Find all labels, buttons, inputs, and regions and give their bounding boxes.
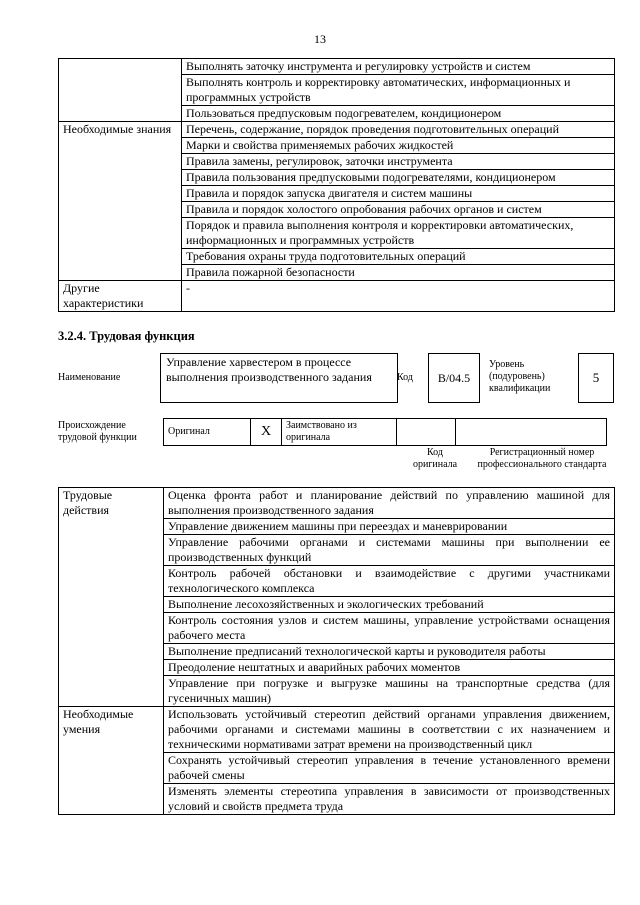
main-table-row-item: Выполнение лесохозяйственных и экологических требований [164,597,615,613]
origin-original-label: Оригинал [168,426,210,437]
top-table-row-item: Марки и свойства применяемых рабочих жидкостей [182,138,615,154]
qualification-level-box: 5 [578,353,614,403]
table-row [59,488,615,519]
main-table-row-item: Управление движением машины при переездах и маневрировании [164,519,615,535]
page-number: 13 [314,32,326,46]
top-table-row-item: Правила пользования предпусковыми подогревателями, кондиционером [182,170,615,186]
main-table-row-item: Выполнение предписаний технологической карты и руководителя работы [164,644,615,660]
top-table-row-item: Требования охраны труда подготовительных операций [182,249,615,265]
top-table-row-item: Пользоваться предпусковым подогревателем, кондиционером [182,106,615,122]
top-table-row-item: Правила и порядок холостого опробования рабочих органов и систем [182,202,615,218]
function-name-box: Управление харвестером в процессе выполнения производственного задания [160,353,398,403]
top-table-row-label: Другие характеристики [59,281,182,312]
origin-reg-cell [456,419,607,446]
main-table-row-item: Управление рабочими органами и системами машины при выполнении ее производственных функций [164,535,615,566]
origin-original-cell [164,419,251,446]
main-table-row-label: Трудовые действия [59,488,164,707]
reg-caption: Регистрационный номер профессионального стандарта [477,447,607,470]
table-row [59,122,615,138]
main-table-row-item: Контроль рабочей обстановки и взаимодействие с другими участниками технологического комплекса [164,566,615,597]
top-table-row-label: Необходимые знания [59,122,182,281]
origin-label: Происхождение трудовой функции [58,420,137,443]
main-function-table [58,487,615,815]
main-table-row-item: Контроль состояния узлов и систем машины, управление устройствами оснащения рабочего места [164,613,615,644]
origin-borrowed-label: Заимствовано из оригинала [286,420,357,443]
table-row [59,281,615,312]
function-code-box: В/04.5 [428,353,480,403]
code-caption: Код оригинала [412,447,458,470]
top-table-row-item: Выполнять контроль и корректировку автоматических, информационных и программных устройств [182,75,615,106]
table-row [59,707,615,753]
section-heading: 3.2.4. Трудовая функция [58,329,195,343]
top-table-row-item: Перечень, содержание, порядок проведения подготовительных операций [182,122,615,138]
main-table-row-item: Преодоление нештатных и аварийных рабочих моментов [164,660,615,676]
name-label: Наименование [58,372,121,383]
origin-mark: X [260,424,272,439]
code-label: Код [397,372,413,383]
top-table-row-item: Правила замены, регулировок, заточки инструмента [182,154,615,170]
main-table-row-item: Изменять элементы стереотипа управления в зависимости от производственных условий и свойств предмета труда [164,784,615,815]
main-table-row-item: Использовать устойчивый стереотип действий органами управления движением, рабочими органами и системами машины в соответствии с их назначением и техническими нормативами затрат времени на производственный цикл [164,707,615,753]
main-table-row-item: Управление при погрузке и выгрузке машины на транспортные средства (для гусеничных машин) [164,676,615,707]
table-row [59,59,615,75]
top-table-row-item: Правила пожарной безопасности [182,265,615,281]
origin-borrowed-cell [282,419,397,446]
origin-table [163,418,607,446]
top-requirements-table [58,58,615,312]
top-table-row-label [59,59,182,122]
top-table-row-item: - [182,281,615,312]
top-table-row-item: Выполнять заточку инструмента и регулировку устройств и систем [182,59,615,75]
main-table-row-label: Необходимые умения [59,707,164,815]
top-table-row-item: Порядок и правила выполнения контроля и корректировки автоматических, информационных и программных устройств [182,218,615,249]
main-table-row-item: Оценка фронта работ и планирование действий по управлению машиной для выполнения производственного задания [164,488,615,519]
origin-mark-cell [251,419,282,446]
top-table-row-item: Правила и порядок запуска двигателя и систем машины [182,186,615,202]
level-label: Уровень (подуровень) квалификации [489,359,551,394]
origin-code-cell [397,419,456,446]
main-table-row-item: Сохранять устойчивый стереотип управления в течение установленного времени рабочей смены [164,753,615,784]
